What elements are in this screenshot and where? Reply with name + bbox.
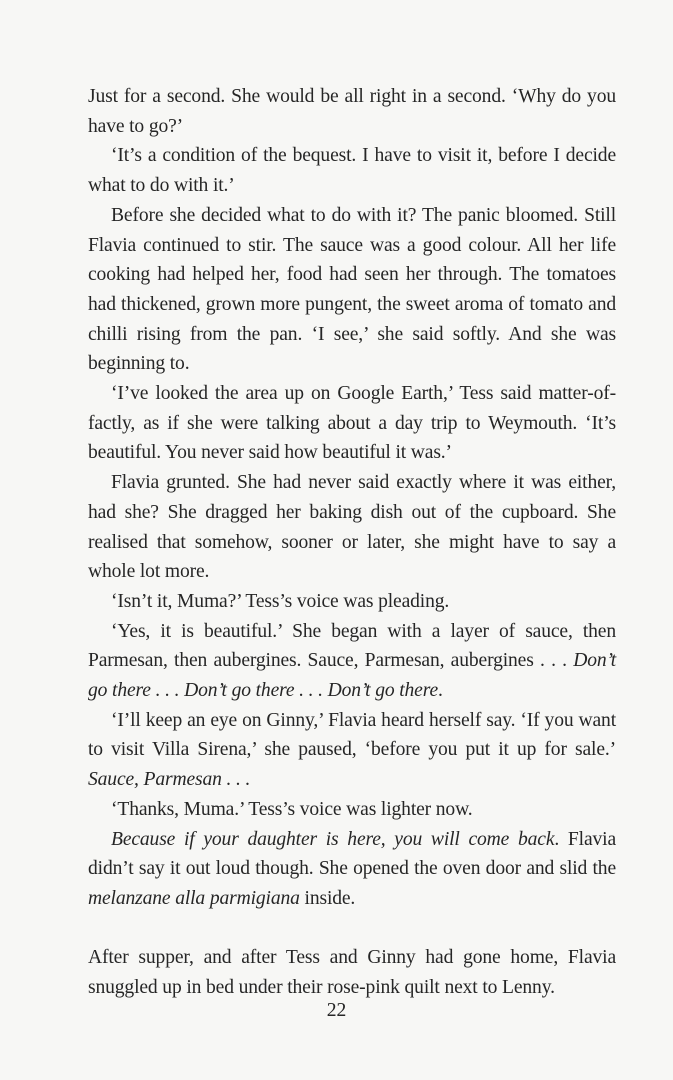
paragraph bbox=[88, 379, 616, 468]
book-page-body bbox=[88, 82, 616, 1003]
paragraph bbox=[88, 795, 616, 825]
page-number: 22 bbox=[326, 1000, 347, 1021]
paragraph bbox=[88, 825, 616, 914]
paragraph bbox=[88, 201, 616, 379]
text-run: ‘Isn’t it, Muma?’ Tess’s voice was pleading. bbox=[111, 590, 450, 612]
italic-text: Don’t go there . . . Don’t go there . . . Don’t go there bbox=[88, 650, 616, 702]
paragraph bbox=[88, 617, 616, 706]
text-run: ‘I’ve looked the area up on Google Earth,’ Tess said matter-of-factly, as if she were talking about a day trip to Weymouth. ‘It’s beautiful. You never said how beautiful it was.’ bbox=[88, 383, 616, 464]
text-run: inside. bbox=[299, 887, 356, 909]
paragraph bbox=[88, 706, 616, 795]
paragraph bbox=[88, 141, 616, 200]
paragraph bbox=[88, 82, 616, 141]
text-run: . Flavia didn’t say it out loud though. She opened the oven door and slid the bbox=[88, 828, 616, 880]
italic-text: Sauce, Parmesan . . . bbox=[88, 769, 251, 791]
text-run: After supper, and after Tess and Ginny had gone home, Flavia snuggled up in bed under their rose-pink quilt next to Lenny. bbox=[88, 947, 616, 999]
text-run: ‘Thanks, Muma.’ Tess’s voice was lighter now. bbox=[111, 798, 473, 820]
paragraph bbox=[88, 468, 616, 587]
text-run: Before she decided what to do with it? The panic bloomed. Still Flavia continued to stir. The sauce was a good colour. All her life cooking had helped her, food had seen her through. The tomatoes had thickened, grown more pungent, the sweet aroma of tomato and chilli rising from the pan. ‘I see,’ she said softly. And she was beginning to. bbox=[88, 204, 616, 375]
text-run: Flavia grunted. She had never said exactly where it was either, had she? She dragged her baking dish out of the cupboard. She realised that somehow, sooner or later, she might have to say a whole lot more. bbox=[88, 472, 616, 583]
text-run: ‘It’s a condition of the bequest. I have to visit it, before I decide what to do with it.’ bbox=[88, 145, 616, 197]
paragraph bbox=[88, 943, 616, 1002]
text-run: ‘I’ll keep an eye on Ginny,’ Flavia heard herself say. ‘If you want to visit Villa Sirena,’ she paused, ‘before you put it up for sale.’ bbox=[88, 709, 616, 761]
text-run: . bbox=[438, 680, 443, 702]
text-run: ‘Yes, it is beautiful.’ She began with a layer of sauce, then Parmesan, then aubergines. Sauce, Parmesan, aubergines . . . bbox=[88, 620, 616, 672]
text-run: Just for a second. She would be all right in a second. ‘Why do you have to go?’ bbox=[88, 86, 616, 137]
italic-text: melanzane alla parmigiana bbox=[88, 887, 300, 909]
italic-text: Because if your daughter is here, you will come back bbox=[111, 828, 555, 850]
paragraph bbox=[88, 587, 616, 617]
